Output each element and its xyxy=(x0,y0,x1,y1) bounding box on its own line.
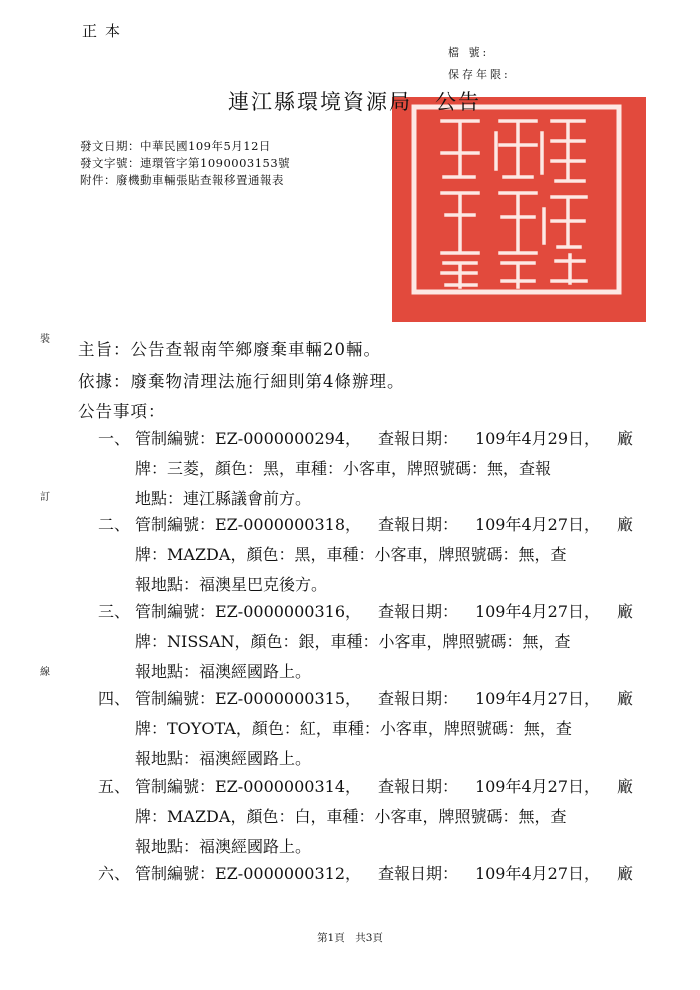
item-report-date: 109年4月29日， xyxy=(474,429,601,448)
official-seal xyxy=(392,97,646,322)
attachment-line: 附件：廢機動車輛張貼查報移置通報表 xyxy=(80,173,284,187)
item-control-number: 管制編號：EZ-0000000318， xyxy=(135,515,362,534)
archive-number-label: 檔 號: xyxy=(448,46,490,59)
item-report-date: 109年4月27日， xyxy=(474,602,601,621)
notice-item xyxy=(98,772,633,862)
item-number: 四、 xyxy=(98,689,131,708)
notice-item xyxy=(98,684,633,774)
seal-graphic xyxy=(392,97,646,322)
item-line1-tail: 廠 xyxy=(616,602,633,621)
item-location: 報地點：福澳經國路上。 xyxy=(135,837,312,856)
copy-mark: 正本 xyxy=(82,22,129,40)
issue-date: 發文日期：中華民國109年5月12日 xyxy=(80,139,271,153)
item-control-number: 管制編號：EZ-0000000316， xyxy=(135,602,362,621)
document-number: 發文字號：連環管字第1090003153號 xyxy=(80,156,291,170)
item-vehicle-details: 牌：三菱，顏色：黑，車種：小客車，牌照號碼：無，查報 xyxy=(135,459,552,478)
item-control-number: 管制編號：EZ-0000000294， xyxy=(135,429,362,448)
items-heading: 公告事項： xyxy=(78,402,166,421)
item-report-date-label: 查報日期： xyxy=(377,515,458,534)
document-title: 連江縣環境資源局 公告 xyxy=(228,90,481,114)
item-report-date: 109年4月27日， xyxy=(474,777,601,796)
item-vehicle-details: 牌：TOYOTA，顏色：紅，車種：小客車，牌照號碼：無，查 xyxy=(135,719,572,738)
item-line1-tail: 廠 xyxy=(616,864,633,883)
page-footer: 第1頁 共3頁 xyxy=(317,932,383,944)
notice-item xyxy=(98,424,633,514)
item-report-date: 109年4月27日， xyxy=(474,515,601,534)
item-line1-tail: 廠 xyxy=(616,429,633,448)
item-vehicle-details: 牌：MAZDA，顏色：黑，車種：小客車，牌照號碼：無，查 xyxy=(135,545,567,564)
item-location: 報地點：福澳經國路上。 xyxy=(135,749,312,768)
item-location: 報地點：福澳經國路上。 xyxy=(135,662,312,681)
retention-period-label: 保存年限: xyxy=(448,68,511,81)
item-report-date-label: 查報日期： xyxy=(377,602,458,621)
item-number: 三、 xyxy=(98,602,131,621)
basis-line: 依據：廢棄物清理法施行細則第4條辦理。 xyxy=(78,372,405,391)
item-vehicle-details: 牌：MAZDA，顏色：白，車種：小客車，牌照號碼：無，查 xyxy=(135,807,567,826)
item-report-date-label: 查報日期： xyxy=(377,689,458,708)
item-vehicle-details: 牌：NISSAN，顏色：銀，車種：小客車，牌照號碼：無，查 xyxy=(135,632,571,651)
item-number: 五、 xyxy=(98,777,131,796)
item-report-date: 109年4月27日， xyxy=(474,864,601,883)
item-line1-tail: 廠 xyxy=(616,777,633,796)
subject-line: 主旨：公告查報南竿鄉廢棄車輛20輛。 xyxy=(78,340,381,359)
item-control-number: 管制編號：EZ-0000000312， xyxy=(135,864,362,883)
item-line1-tail: 廠 xyxy=(616,515,633,534)
binding-mark-zhuang: 裝 xyxy=(40,334,50,345)
item-number: 二、 xyxy=(98,515,131,534)
notice-item xyxy=(98,597,633,687)
item-control-number: 管制編號：EZ-0000000314， xyxy=(135,777,362,796)
item-number: 一、 xyxy=(98,429,131,448)
item-line1-tail: 廠 xyxy=(616,689,633,708)
item-number: 六、 xyxy=(98,864,131,883)
item-location: 地點：連江縣議會前方。 xyxy=(135,489,312,508)
item-control-number: 管制編號：EZ-0000000315， xyxy=(135,689,362,708)
item-report-date-label: 查報日期： xyxy=(377,777,458,796)
item-location: 報地點：福澳星巴克後方。 xyxy=(135,575,328,594)
notice-item xyxy=(98,859,633,889)
item-report-date-label: 查報日期： xyxy=(377,429,458,448)
binding-mark-ding: 訂 xyxy=(40,492,50,503)
notice-item xyxy=(98,510,633,600)
binding-mark-xian: 線 xyxy=(40,667,50,678)
item-report-date: 109年4月27日， xyxy=(474,689,601,708)
item-report-date-label: 查報日期： xyxy=(377,864,458,883)
